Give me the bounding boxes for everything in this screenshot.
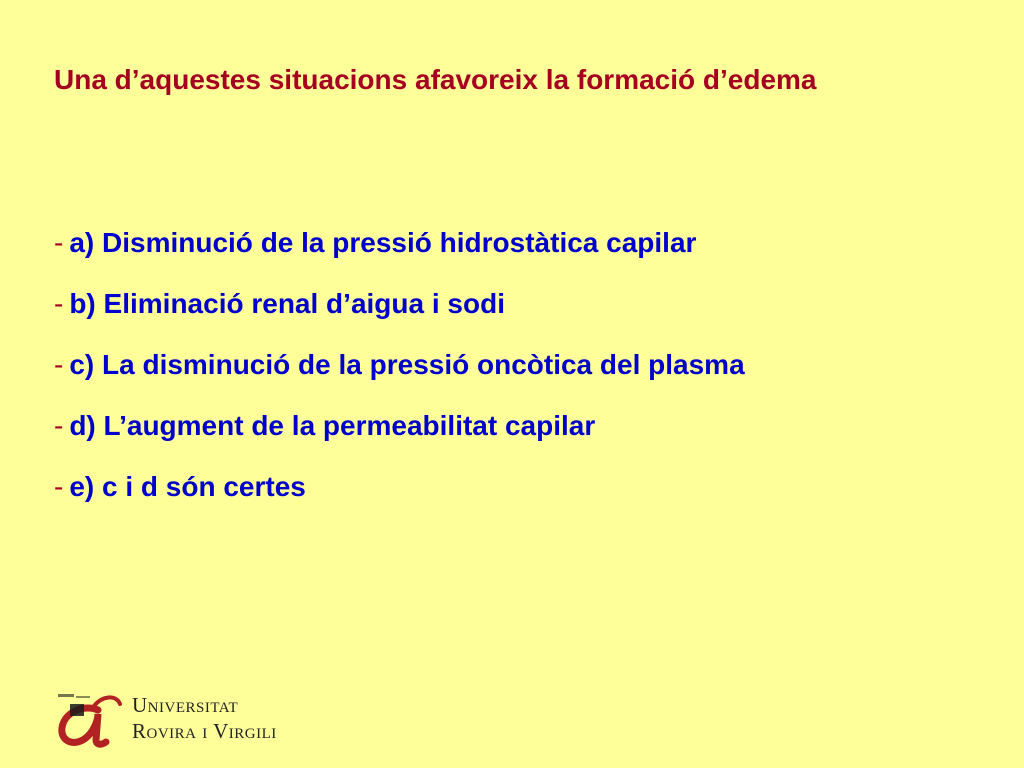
urv-logo-icon xyxy=(54,690,124,748)
option-bullet: - xyxy=(54,227,64,258)
option-d-text: d) L’augment de la permeabilitat capilar xyxy=(69,410,596,441)
option-bullet: - xyxy=(54,410,64,441)
option-e xyxy=(54,467,745,528)
logo-line-1: Universitat xyxy=(132,693,239,717)
option-d xyxy=(54,406,745,467)
logo-line-2: Rovira i Virgili xyxy=(132,719,277,743)
option-b-text: b) Eliminació renal d’aigua i sodi xyxy=(69,288,505,319)
option-bullet: - xyxy=(54,288,64,319)
option-c-text: c) La disminució de la pressió oncòtica del plasma xyxy=(69,349,745,380)
question-title: Una d’aquestes situacions afavoreix la formació d’edema xyxy=(54,64,817,95)
option-c xyxy=(54,345,745,406)
option-e-text: e) c i d són certes xyxy=(69,471,306,502)
answer-options xyxy=(54,223,745,528)
option-bullet: - xyxy=(54,471,64,502)
option-b xyxy=(54,284,745,345)
option-a xyxy=(54,223,745,284)
option-a-text: a) Disminució de la pressió hidrostàtica capilar xyxy=(69,227,697,258)
university-logo xyxy=(54,690,324,750)
option-bullet: - xyxy=(54,349,64,380)
